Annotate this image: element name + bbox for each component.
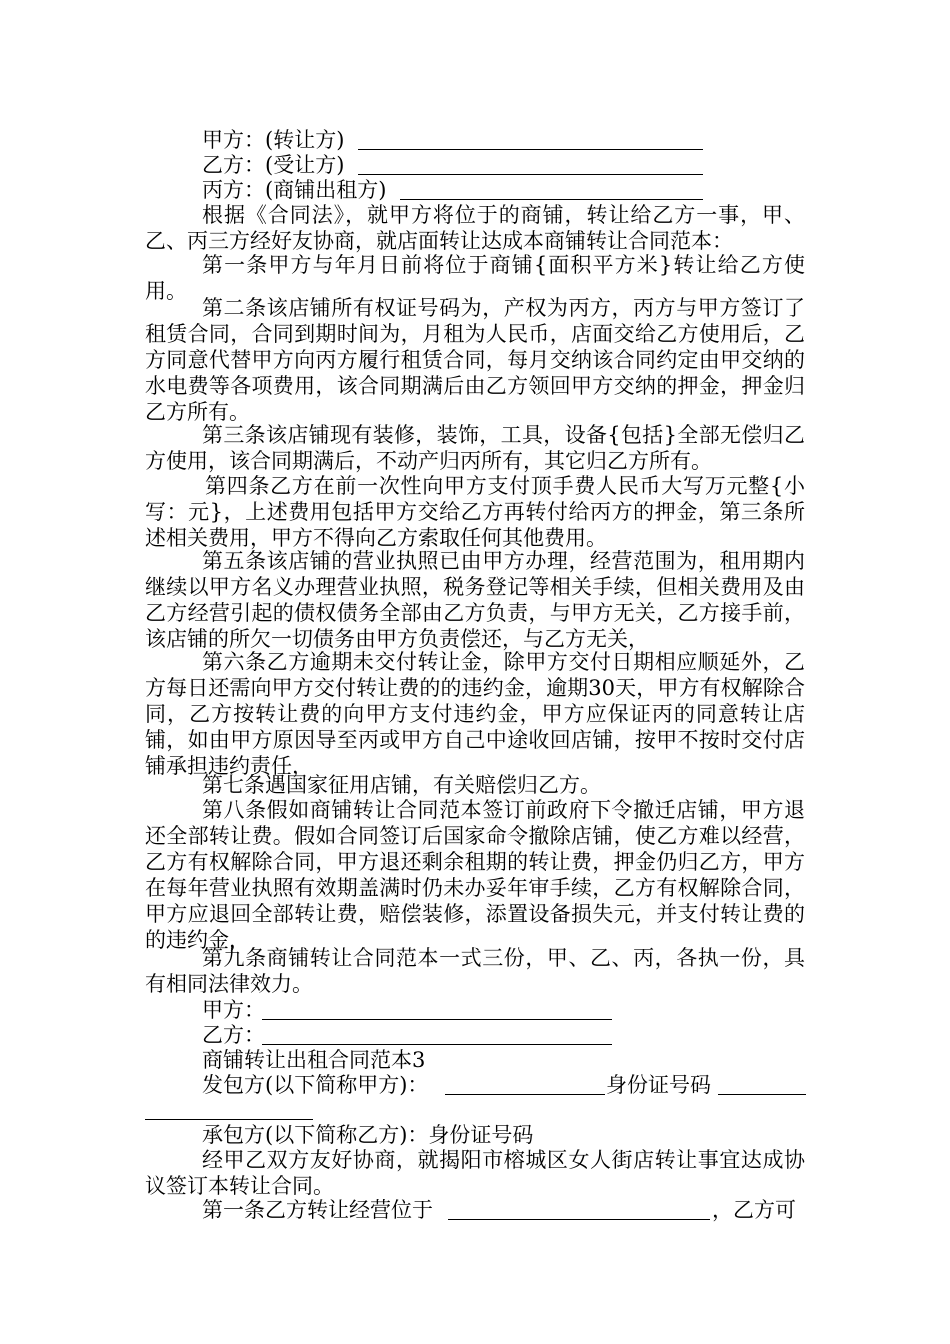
- consultation-paragraph: 经甲乙双方友好协商，就揭阳市榕城区女人街店转让事宜达成协议签订本转让合同。: [145, 1148, 805, 1198]
- issuer-id-blank[interactable]: [718, 1094, 806, 1095]
- party-b-blank[interactable]: [358, 174, 703, 175]
- article-1b-end: ，乙方可: [712, 1198, 796, 1222]
- article-3: 第三条该店铺现有装修，装饰，工具，设备{包括}全部无偿归乙方使用，该合同期满后，不动产归丙所有，其它归乙方所有。: [145, 423, 805, 473]
- issuer-id-blank-continued[interactable]: [145, 1119, 313, 1120]
- contract-heading-3: 商铺转让出租合同范本3: [202, 1048, 426, 1072]
- article-9: 第九条商铺转让合同范本一式三份，甲、乙、丙，各执一份，具有相同法律效力。: [145, 946, 805, 996]
- article-2: 第二条该店铺所有权证号码为，产权为丙方，丙方与甲方签订了租赁合同，合同到期时间为，月租为人民币，店面交给乙方使用后，乙方同意代替甲方向丙方履行租赁合同，每月交纳该合同约定由甲交纳的水电费等各项费用，该合同期满后由乙方领回甲方交纳的押金，押金归乙方所有。: [145, 296, 805, 424]
- article-1b-start: 第一条乙方转让经营位于: [202, 1198, 433, 1222]
- signature-party-a: 甲方：: [202, 998, 265, 1022]
- party-c-label: 丙方：(商铺出租方): [202, 178, 387, 202]
- article-7: 第七条遇国家征用店铺，有关赔偿归乙方。: [202, 773, 601, 797]
- party-a-blank[interactable]: [358, 149, 703, 150]
- article-1: 第一条甲方与年月日前将位于商铺{面积平方米}转让给乙方使用。: [145, 253, 805, 303]
- issuer-name-blank[interactable]: [445, 1094, 605, 1095]
- article-6: 第六条乙方逾期未交付转让金，除甲方交付日期相应顺延外，乙方每日还需向甲方交付转让费的的违约金，逾期30天，甲方有权解除合同，乙方按转让费的向甲方支付违约金，甲方应保证丙的同意转让店铺，如由甲方原因导至丙或甲方自己中途收回店铺，按甲不按时交付店铺承担违约责任，: [145, 650, 805, 778]
- signature-b-blank[interactable]: [262, 1044, 612, 1045]
- signature-party-b: 乙方：: [202, 1023, 265, 1047]
- article-4: 第四条乙方在前一次性向甲方支付顶手费人民币大写万元整{小写：元}，上述费用包括甲方交给乙方再转付给丙方的押金，第三条所述相关费用，甲方不得向乙方索取任何其他费用。: [145, 474, 805, 550]
- party-c-blank[interactable]: [400, 199, 703, 200]
- party-a-label: 甲方：(转让方): [202, 128, 345, 152]
- contractor-label: 承包方(以下简称乙方)：身份证号码: [202, 1123, 534, 1147]
- issuer-label: 发包方(以下简称甲方)：: [202, 1073, 429, 1097]
- location-blank[interactable]: [448, 1219, 710, 1220]
- article-8: 第八条假如商铺转让合同范本签订前政府下令撤迁店铺，甲方退还全部转让费。假如合同签订后国家命令撤除店铺，使乙方难以经营，乙方有权解除合同，甲方退还剩余租期的转让费，押金仍归乙方，甲方在每年营业执照有效期盖满时仍未办妥年审手续，乙方有权解除合同，甲方应退回全部转让费，赔偿装修，添置设备损失元，并支付转让费的的违约金，: [145, 798, 805, 952]
- intro-paragraph: 根据《合同法》，就甲方将位于的商铺，转让给乙方一事，甲、乙、丙三方经好友协商，就店面转让达成本商铺转让合同范本：: [145, 203, 805, 253]
- signature-a-blank[interactable]: [262, 1019, 612, 1020]
- issuer-id-label: 身份证号码: [606, 1073, 711, 1097]
- article-5: 第五条该店铺的营业执照已由甲方办理，经营范围为，租用期内继续以甲方名义办理营业执照，税务登记等相关手续，但相关费用及由乙方经营引起的债权债务全部由乙方负责，与甲方无关，乙方接手前，该店铺的所欠一切债务由甲方负责偿还，与乙方无关，: [145, 549, 805, 651]
- party-b-label: 乙方：(受让方): [202, 153, 345, 177]
